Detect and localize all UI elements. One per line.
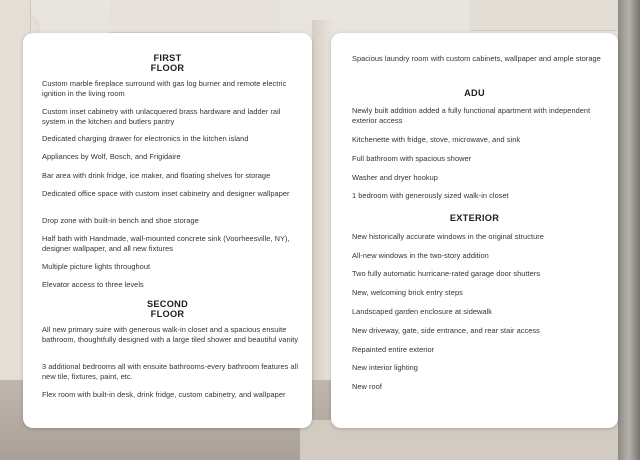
- feature-item: Drop zone with built-in bench and shoe storage: [42, 216, 199, 225]
- feature-item: Dedicated charging drawer for electronics in the kitchen island: [42, 134, 249, 143]
- adu-heading: ADU: [464, 88, 485, 98]
- feature-item: New roof: [352, 382, 382, 391]
- feature-item: Spacious laundry room with custom cabinets, wallpaper and ample storage: [352, 54, 601, 63]
- feature-item: Dedicated office space with custom inset cabinetry and designer wallpaper: [42, 189, 290, 198]
- first-floor-heading-line1: FIRST: [153, 53, 182, 63]
- feature-item: Flex room with built-in desk, drink fridge, custom cabinetry, and wallpaper: [42, 390, 286, 399]
- feature-item: Appliances by Wolf, Bosch, and Frigidaire: [42, 152, 181, 161]
- feature-item: 1 bedroom with generously sized walk-in closet: [352, 191, 509, 200]
- feature-item: All-new windows in the two-story addition: [352, 251, 489, 260]
- feature-item: Landscaped garden enclosure at sidewalk: [352, 307, 493, 316]
- right-feature-card: [331, 33, 618, 428]
- feature-item: Newly built addition added a fully functional apartment with independent exterior access: [352, 106, 591, 125]
- feature-item: New driveway, gate, side entrance, and rear stair access: [352, 326, 540, 335]
- feature-item: Custom inset cabinetry with unlacquered brass hardware and ladder rail system in the kitchen and butlers pantry: [42, 107, 281, 126]
- feature-item: Multiple picture lights throughout: [42, 262, 151, 271]
- second-floor-heading-line1: SECOND: [146, 299, 189, 309]
- feature-item: 3 additional bedrooms all with ensuite bathrooms-every bathroom features all new tile, fixtures, paint, etc.: [42, 362, 299, 381]
- feature-item: New, welcoming brick entry steps: [352, 288, 463, 297]
- feature-item: Washer and dryer hookup: [352, 173, 438, 182]
- first-floor-heading-line2: FLOOR: [150, 63, 185, 73]
- feature-item: Two fully automatic hurricane-rated garage door shutters: [352, 269, 541, 278]
- feature-item: New historically accurate windows in the original structure: [352, 232, 544, 241]
- feature-item: Repainted entire exterior: [352, 345, 435, 354]
- feature-item: Half bath with Handmade, wall-mounted concrete sink (Voorheesville, NY), designer wallpaper, and all new fixtures: [42, 234, 290, 253]
- feature-item: Full bathroom with spacious shower: [352, 154, 472, 163]
- feature-item: All new primary suire with generous walk-in closet and a spacious ensuite bathroom, thoughtfully designed with a large tiled shower and beautiful vanity: [42, 325, 299, 344]
- second-floor-heading: [23, 299, 312, 319]
- refrigerator: [618, 0, 640, 460]
- first-floor-heading: [23, 53, 312, 73]
- left-feature-card: [23, 33, 312, 428]
- feature-item: Elevator access to three levels: [42, 280, 144, 289]
- feature-item: New interior lighting: [352, 363, 418, 372]
- second-floor-heading-line2: FLOOR: [150, 309, 185, 319]
- feature-item: Bar area with drink fridge, ice maker, and floating shelves for storage: [42, 171, 271, 180]
- upper-cabinet-right: [470, 0, 620, 31]
- upper-cabinet: [110, 0, 280, 33]
- center-wall: [312, 20, 332, 400]
- feature-item: Kitchenette with fridge, stove, microwave, and sink: [352, 135, 521, 144]
- exterior-heading: EXTERIOR: [449, 213, 500, 223]
- feature-item: Custom marble fireplace surround with gas log burner and remote electric ignition in the living room: [42, 79, 287, 98]
